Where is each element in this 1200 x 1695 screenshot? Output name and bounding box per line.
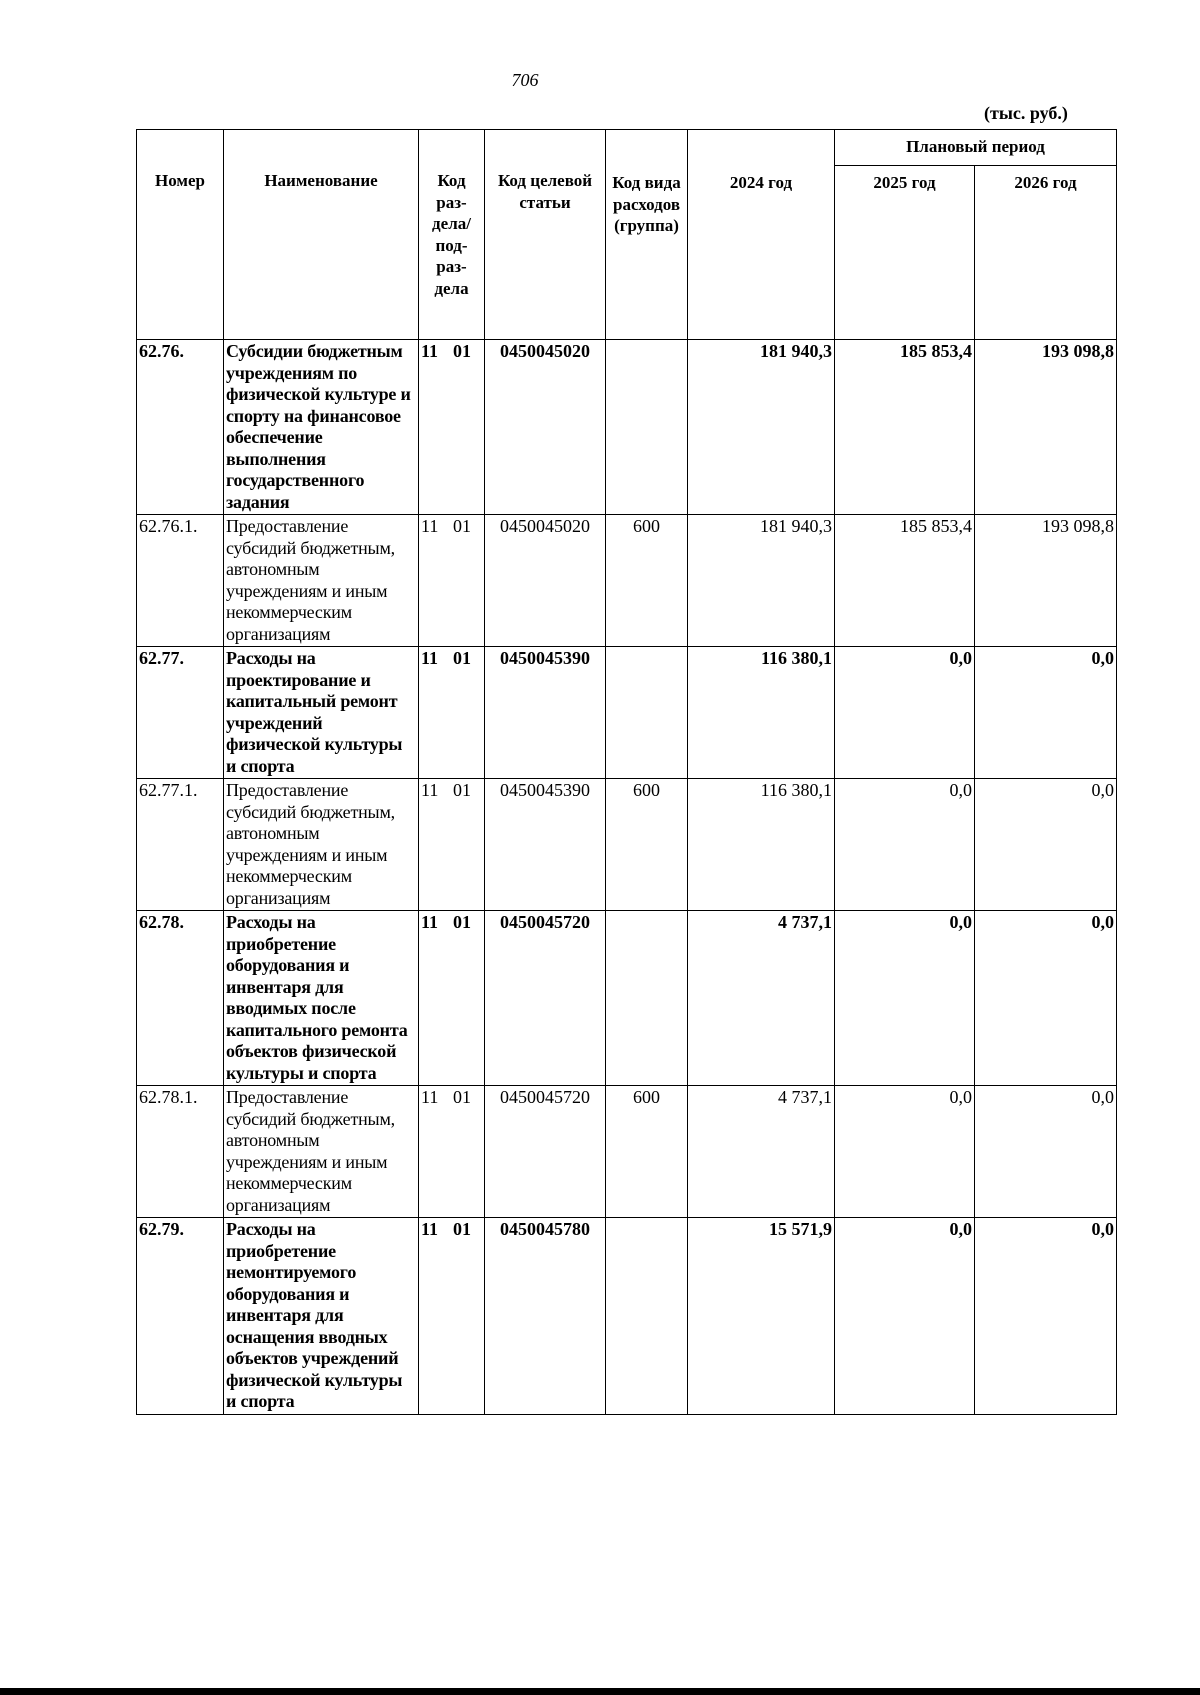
cell-target-code: 0450045390 [485,647,606,779]
subsection-code: 01 [453,1219,471,1239]
subsection-code: 01 [453,648,471,668]
cell-2025: 0,0 [835,1218,975,1415]
cell-number: 62.78. [137,911,224,1086]
cell-2024: 181 940,3 [688,515,835,647]
subsection-code: 01 [453,341,471,361]
cell-expense-type: 600 [606,779,688,911]
table-row [137,911,1117,1086]
units-label: (тыс. руб.) [984,103,1068,123]
cell-expense-type [606,911,688,1086]
cell-2024: 116 380,1 [688,779,835,911]
cell-target-code: 0450045780 [485,1218,606,1415]
cell-name: Предоставление субсидий бюджетным, автономным учреждениям и иным некоммерческим организациям [224,779,419,911]
subsection-code: 01 [453,912,471,932]
cell-name: Предоставление субсидий бюджетным, автономным учреждениям и иным некоммерческим организациям [224,515,419,647]
section-code: 11 [421,780,439,800]
scan-edge-bar [0,1688,1200,1695]
cell-number: 62.76.1. [137,515,224,647]
cell-2025: 0,0 [835,779,975,911]
cell-target-code: 0450045020 [485,515,606,647]
header-year-2025: 2025 год [835,166,975,340]
cell-expense-type [606,1218,688,1415]
cell-2025: 0,0 [835,911,975,1086]
budget-table [136,129,1117,1415]
header-expense-type-code: Код вида расходов (группа) [606,130,688,340]
cell-2024: 4 737,1 [688,911,835,1086]
header-year-2024: 2024 год [688,130,835,340]
cell-section-code [419,1086,485,1218]
header-target-code: Код целевой статьи [485,130,606,340]
cell-2026: 0,0 [975,647,1117,779]
cell-2026: 0,0 [975,1218,1117,1415]
cell-2026: 193 098,8 [975,515,1117,647]
table-row [137,1086,1117,1218]
subsection-code: 01 [453,780,471,800]
cell-section-code [419,515,485,647]
cell-section-code [419,779,485,911]
cell-2024: 4 737,1 [688,1086,835,1218]
cell-target-code: 0450045020 [485,340,606,515]
cell-2025: 0,0 [835,1086,975,1218]
cell-target-code: 0450045390 [485,779,606,911]
cell-target-code: 0450045720 [485,911,606,1086]
cell-2026: 193 098,8 [975,340,1117,515]
cell-2024: 181 940,3 [688,340,835,515]
cell-name: Предоставление субсидий бюджетным, автономным учреждениям и иным некоммерческим организациям [224,1086,419,1218]
cell-2024: 15 571,9 [688,1218,835,1415]
cell-number: 62.78.1. [137,1086,224,1218]
cell-2025: 185 853,4 [835,515,975,647]
header-planned-period: Плановый период [835,130,1117,166]
cell-expense-type [606,647,688,779]
cell-section-code [419,647,485,779]
cell-name: Расходы на приобретение немонтируемого оборудования и инвентаря для оснащения вводных объектов учреждений физической культуры и спорта [224,1218,419,1415]
cell-2026: 0,0 [975,1086,1117,1218]
cell-2025: 185 853,4 [835,340,975,515]
table-row [137,779,1117,911]
cell-2024: 116 380,1 [688,647,835,779]
cell-section-code [419,911,485,1086]
cell-number: 62.76. [137,340,224,515]
cell-name: Расходы на проектирование и капитальный ремонт учреждений физической культуры и спорта [224,647,419,779]
section-code: 11 [421,341,439,361]
cell-number: 62.79. [137,1218,224,1415]
table-row [137,647,1117,779]
cell-target-code: 0450045720 [485,1086,606,1218]
cell-name: Субсидии бюджетным учреждениям по физической культуре и спорту на финансовое обеспечение выполнения государственного задания [224,340,419,515]
section-code: 11 [421,1087,439,1107]
section-code: 11 [421,648,439,668]
subsection-code: 01 [453,516,471,536]
section-code: 11 [421,516,439,536]
cell-2026: 0,0 [975,779,1117,911]
page-number: 706 [511,70,539,90]
table-row [137,1218,1117,1415]
header-section-code: Код раз- дела/ под- раз- дела [419,130,485,340]
cell-name: Расходы на приобретение оборудования и инвентаря для вводимых после капитального ремонта объектов физической культуры и спорта [224,911,419,1086]
cell-number: 62.77. [137,647,224,779]
section-code: 11 [421,1219,439,1239]
subsection-code: 01 [453,1087,471,1107]
header-name: Наименование [224,130,419,340]
cell-2026: 0,0 [975,911,1117,1086]
header-number: Номер [137,130,224,340]
cell-expense-type: 600 [606,515,688,647]
cell-2025: 0,0 [835,647,975,779]
cell-section-code [419,1218,485,1415]
table-row [137,515,1117,647]
cell-section-code [419,340,485,515]
section-code: 11 [421,912,439,932]
cell-expense-type: 600 [606,1086,688,1218]
header-year-2026: 2026 год [975,166,1117,340]
cell-expense-type [606,340,688,515]
table-row [137,340,1117,515]
cell-number: 62.77.1. [137,779,224,911]
